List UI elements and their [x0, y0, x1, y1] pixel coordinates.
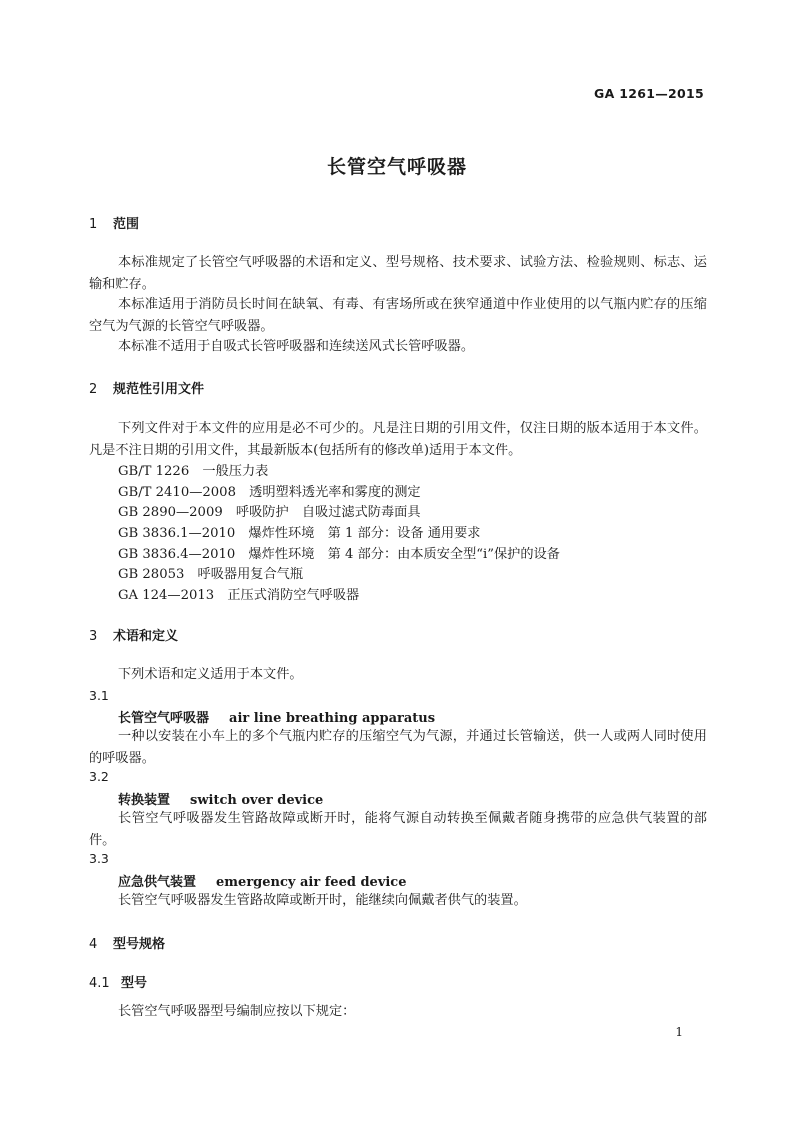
- reference-item: GB/T 1226 一般压力表: [118, 464, 269, 479]
- term-definition: 长管空气呼吸器发生管路故障或断开时，能继续向佩戴者供气的装置。: [118, 893, 527, 908]
- term-number: 3.2: [89, 769, 109, 784]
- term-number: 3.3: [89, 851, 109, 866]
- paragraph: 长管空气呼吸器型号编制应按以下规定：: [118, 1004, 356, 1019]
- paragraph: 下列文件对于本文件的应用是必不可少的。凡是注日期的引用文件，仅注日期的版本适用于本文件。凡是不注日期的引用文件，其最新版本(包括所有的修改单)适用于本文件。: [89, 421, 707, 458]
- paragraph: 本标准不适用于自吸式长管呼吸器和连续送风式长管呼吸器。: [118, 339, 475, 354]
- section-number: 2: [89, 382, 98, 397]
- term-entry: [118, 789, 323, 808]
- reference-item: GB 28053 呼吸器用复合气瓶: [118, 567, 304, 582]
- reference-item: GB/T 2410—2008 透明塑料透光率和雾度的测定: [118, 485, 421, 500]
- section-number: 1: [89, 217, 98, 232]
- term-number: 3.1: [89, 688, 109, 703]
- term-en: emergency air feed device: [216, 875, 407, 890]
- standard-number: GA 1261—2015: [594, 86, 704, 101]
- term-zh: 长管空气呼吸器: [118, 711, 210, 726]
- reference-item: GB 3836.1—2010 爆炸性环境 第 1 部分：设备 通用要求: [118, 526, 481, 541]
- term-definition: 一种以安装在小车上的多个气瓶内贮存的压缩空气为气源，并通过长管输送，供一人或两人同时使用的呼吸器。: [89, 729, 707, 766]
- document-title: 长管空气呼吸器: [326, 156, 467, 178]
- page-number: 1: [675, 1025, 683, 1039]
- section-title: 型号规格: [113, 937, 166, 952]
- section-title: 范围: [113, 217, 140, 232]
- reference-item: GB 3836.4—2010 爆炸性环境 第 4 部分：由本质安全型“i”保护的设备: [118, 547, 560, 562]
- paragraph: 本标准适用于消防员长时间在缺氧、有毒、有害场所或在狭窄通道中作业使用的以气瓶内贮存的压缩空气为气源的长管空气呼吸器。: [89, 297, 707, 334]
- term-en: switch over device: [190, 793, 324, 808]
- subsection-4-1-heading: [89, 972, 147, 991]
- term-definition: 长管空气呼吸器发生管路故障或断开时，能将气源自动转换至佩戴者随身携带的应急供气装置的部件。: [89, 811, 707, 848]
- reference-item: GB 2890—2009 呼吸防护 自吸过滤式防毒面具: [118, 505, 421, 520]
- section-2-heading: [89, 378, 204, 397]
- term-zh: 应急供气装置: [118, 875, 197, 890]
- section-1-heading: [89, 213, 139, 232]
- section-title: 规范性引用文件: [113, 382, 205, 397]
- subsection-number: 4.1: [89, 976, 110, 991]
- paragraph: 本标准规定了长管空气呼吸器的术语和定义、型号规格、技术要求、试验方法、检验规则、标志、运输和贮存。: [89, 255, 707, 292]
- reference-item: GA 124—2013 正压式消防空气呼吸器: [118, 588, 360, 603]
- paragraph: 下列术语和定义适用于本文件。: [118, 667, 303, 682]
- term-entry: [118, 707, 435, 726]
- term-entry: [118, 871, 407, 890]
- section-4-heading: [89, 933, 165, 952]
- section-number: 4: [89, 937, 98, 952]
- section-title: 术语和定义: [113, 629, 179, 644]
- term-zh: 转换装置: [118, 793, 171, 808]
- term-en: air line breathing apparatus: [229, 711, 436, 726]
- subsection-title: 型号: [121, 976, 148, 991]
- section-3-heading: [89, 625, 178, 644]
- section-number: 3: [89, 629, 98, 644]
